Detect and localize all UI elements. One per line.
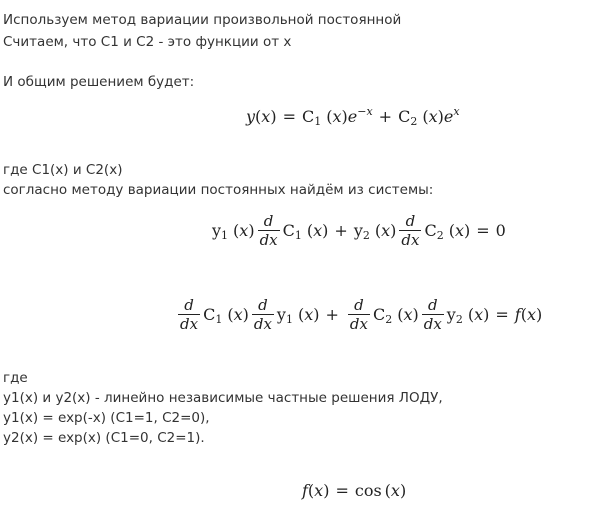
derivative-fraction: $\frac{d}{dx}$ (401, 211, 420, 249)
formula-system-eq-2: $\frac{d}{dx}$ $C_1$ (x) $\frac{d}{dx}$ $y_1$ (x) + $\frac{d}{dx}$ $C_2$ (x) $\frac{d}{dx}$ $y_2$ (x) = f(x) (180, 295, 543, 333)
y2-definition-line: y2(x) = exp(x) (C1=0, C2=1). (3, 430, 205, 446)
derivative-fraction: $\frac{d}{dx}$ (180, 295, 199, 333)
independent-solutions-line: y1(x) и y2(x) - линейно независимые частные решения ЛОДУ, (3, 390, 443, 406)
y1-definition-line: y1(x) = exp(-x) (C1=1, C2=0), (3, 410, 210, 426)
system-intro-line: согласно методу вариации постоянных найдём из системы: (3, 182, 434, 198)
derivative-fraction: $\frac{d}{dx}$ (423, 295, 442, 333)
formula-general-solution: y(x) = $C_1$ $(x)e^{-x}$ + $C_2$ $(x)e^x$ (246, 104, 460, 128)
derivative-fraction: $\frac{d}{dx}$ (253, 295, 272, 333)
where-c-line: где C1(x) и C2(x) (3, 162, 123, 178)
where-label: где (3, 370, 28, 386)
intro-line-1: Используем метод вариации произвольной постоянной (3, 12, 402, 28)
formula-rhs: f(x) = cos (x) (302, 480, 407, 500)
derivative-fraction: $\frac{d}{dx}$ (259, 211, 278, 249)
general-solution-label: И общим решением будет: (3, 74, 195, 90)
formula-system-eq-1: $y_1$ (x) $\frac{d}{dx}$ $C_1$ (x) + $y_2$ (x) $\frac{d}{dx}$ $C_2$ (x) = 0 (212, 211, 506, 249)
intro-line-2: Считаем, что C1 и C2 - это функции от x (3, 34, 292, 50)
derivative-fraction: $\frac{d}{dx}$ (349, 295, 368, 333)
